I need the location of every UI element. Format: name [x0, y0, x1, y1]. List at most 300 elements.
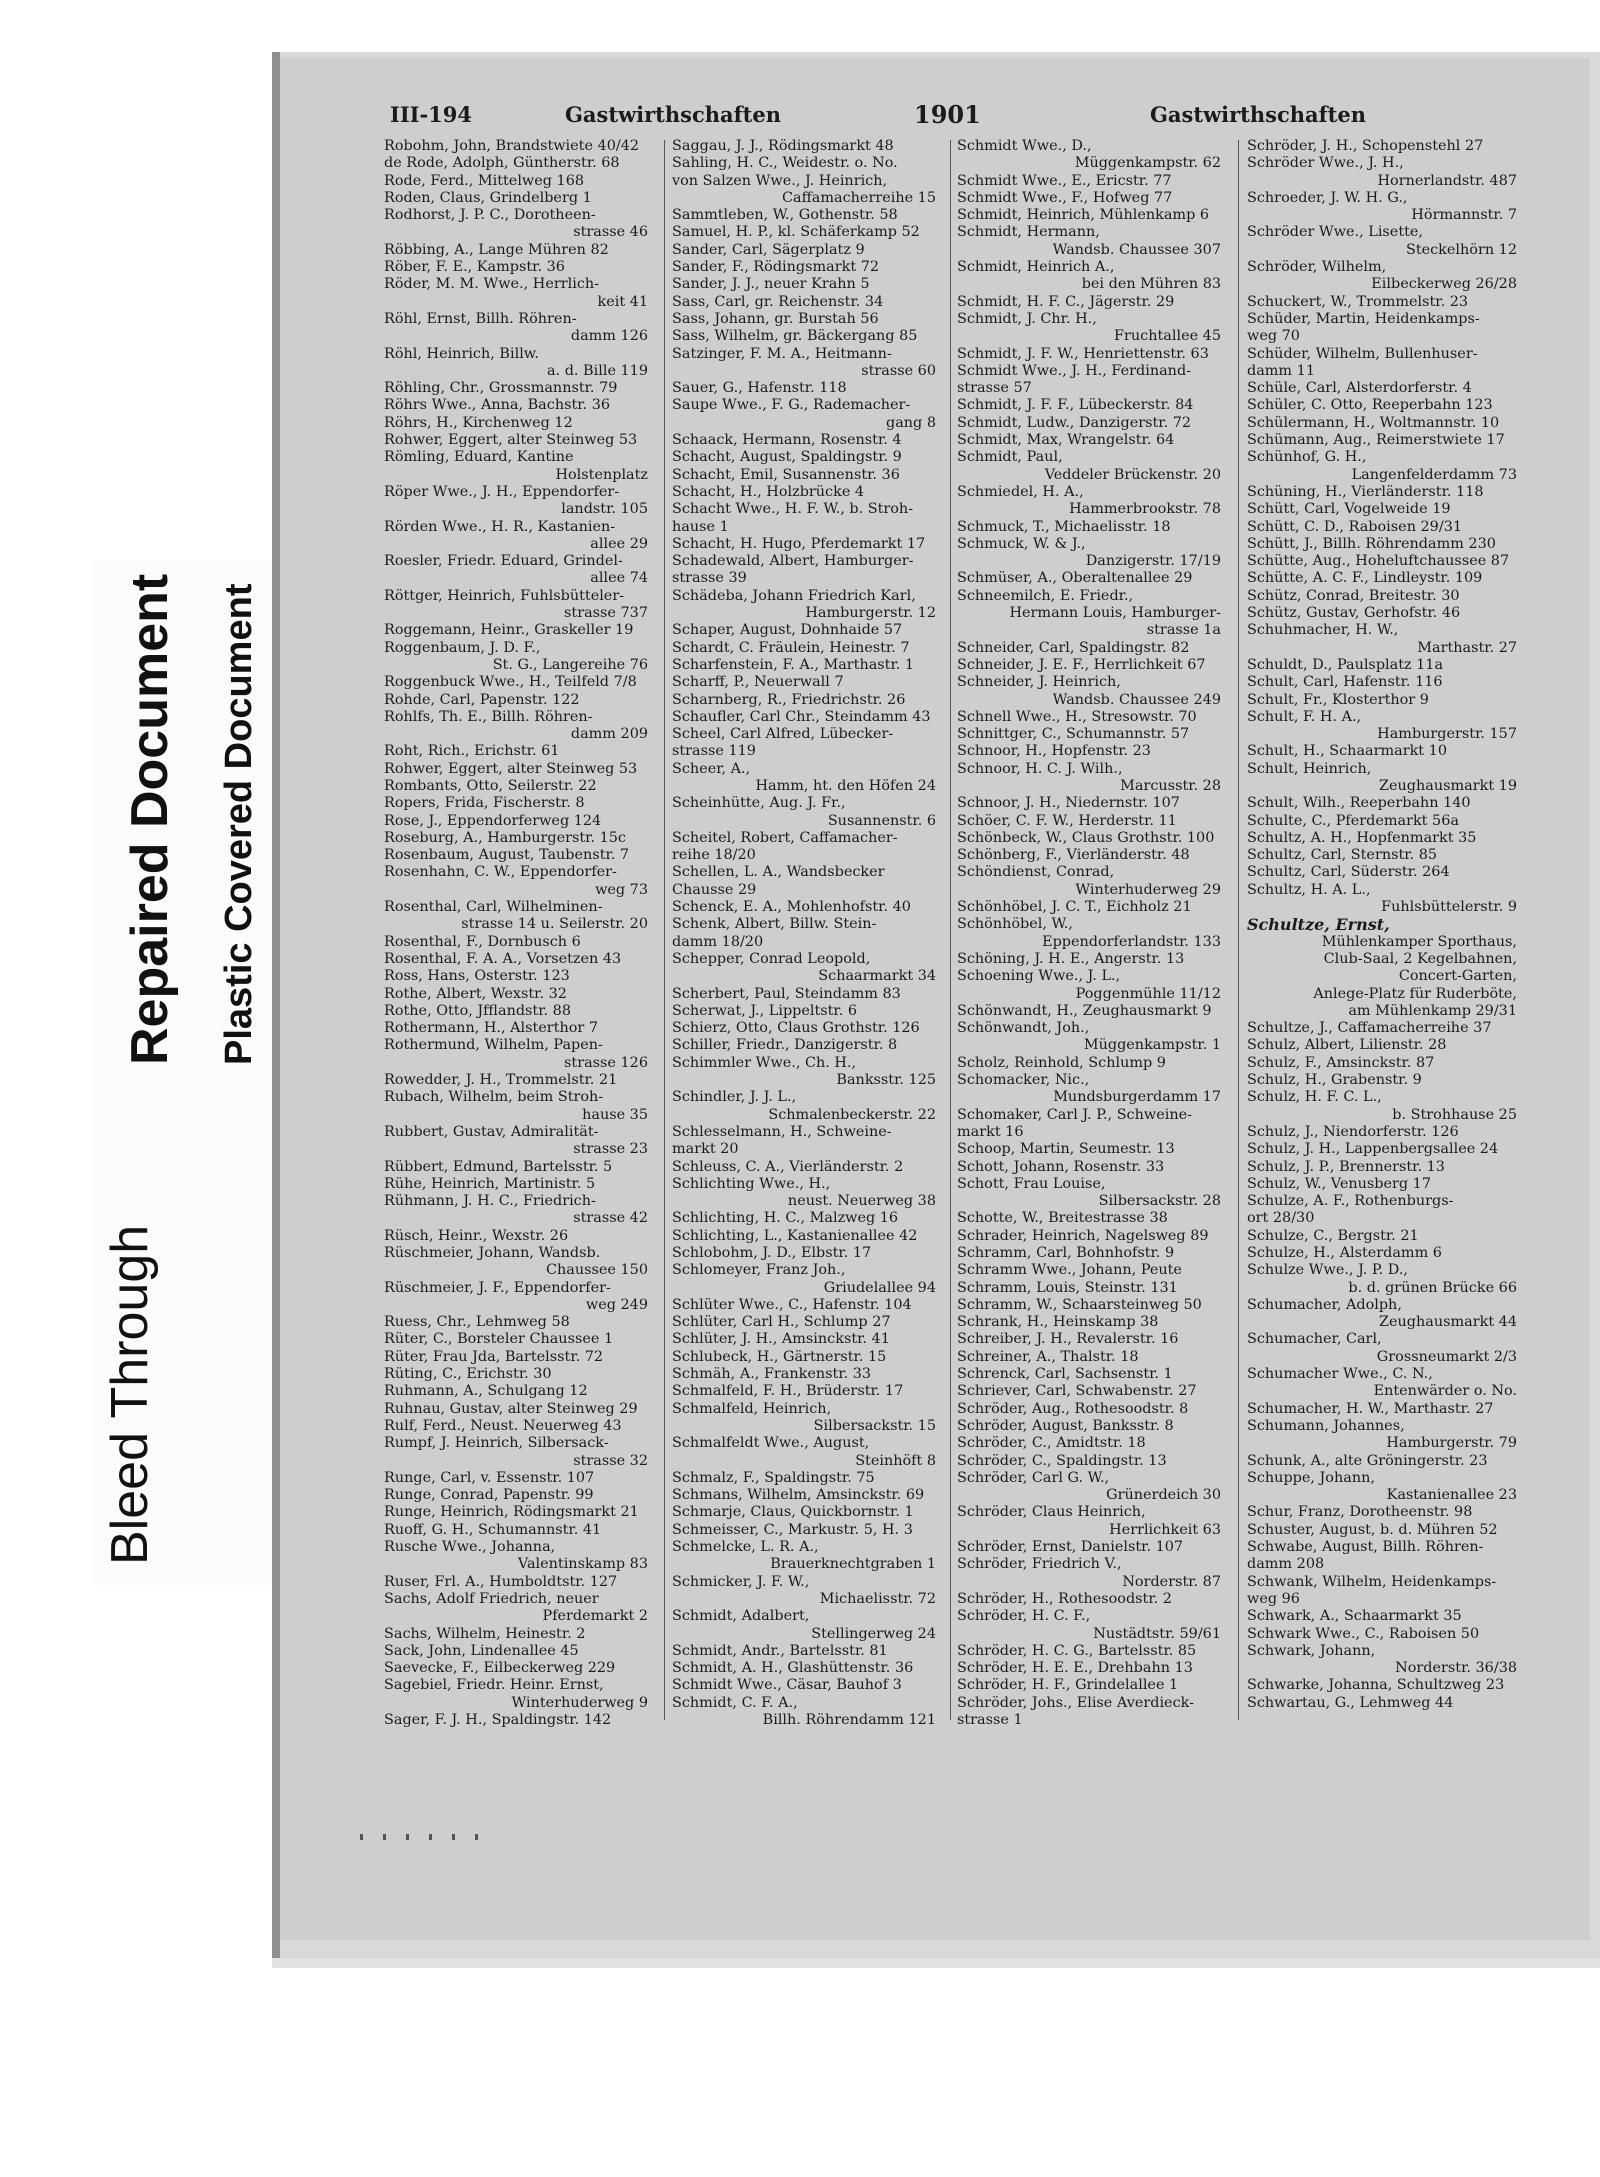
directory-entry-line: Schadewald, Albert, Hamburger-	[672, 553, 914, 570]
directory-entry-line: Schüler, C. Otto, Reeperbahn 123	[1247, 397, 1493, 414]
directory-entry-line: Schuhmacher, H. W.,	[1247, 622, 1399, 639]
directory-entry-line: Sager, F. J. H., Spaldingstr. 142	[384, 1712, 612, 1729]
directory-entry-line: Zeughausmarkt 44	[1379, 1314, 1517, 1331]
directory-entry-line: Schreiber, J. H., Revalerstr. 16	[957, 1331, 1179, 1348]
directory-entry-line: Schneemilch, E. Friedr.,	[957, 587, 1134, 604]
directory-entry-line: Schumacher, Carl,	[1247, 1331, 1382, 1348]
directory-entry-line: Marcusstr. 28	[1120, 777, 1221, 794]
directory-entry-line: Schmalfeldt Wwe., August,	[672, 1435, 870, 1452]
directory-entry-line: Schönhöbel, J. C. T., Eichholz 21	[957, 899, 1192, 916]
directory-entry-line: Schulze, C., Bergstr. 21	[1247, 1227, 1419, 1244]
directory-entry-line: Schomaker, Carl J. P., Schweine-	[957, 1106, 1192, 1123]
directory-entry-line: Schimmler Wwe., Ch. H.,	[672, 1054, 857, 1071]
directory-entry-line: Sauer, G., Hafenstr. 118	[672, 380, 847, 397]
directory-entry-line: Grossneumarkt 2/3	[1376, 1348, 1517, 1365]
column-divider	[664, 140, 665, 1720]
directory-entry-line: Schultz, H. A. L.,	[1247, 881, 1371, 898]
directory-entry-line: Schüder, Wilhelm, Bullenhuser-	[1247, 345, 1478, 362]
label-plastic-covered: Plastic Covered Document	[218, 583, 260, 1065]
directory-entry-line: Schultze, J., Caffamacherreihe 37	[1247, 1020, 1492, 1037]
directory-entry-line: weg 96	[1247, 1590, 1300, 1607]
directory-column-4	[1247, 138, 1517, 1712]
directory-entry-line: Schnittger, C., Schumannstr. 57	[957, 726, 1190, 743]
directory-entry-line: strasse 119	[672, 743, 756, 760]
directory-entry-line: Schuster, August, b. d. Mühren 52	[1247, 1521, 1498, 1538]
directory-entry-line: Schütz, Conrad, Breitestr. 30	[1247, 587, 1460, 604]
directory-entry-line: Schomacker, Nic.,	[957, 1072, 1090, 1089]
directory-entry-line: weg 73	[595, 881, 648, 898]
directory-entry-line: Schotte, W., Breitestrasse 38	[957, 1210, 1168, 1227]
directory-entry-line: Pferdemarkt 2	[542, 1608, 648, 1625]
directory-entry-line: Hamm, ht. den Höfen 24	[755, 777, 936, 794]
directory-entry-line: Schütte, A. C. F., Lindleystr. 109	[1247, 570, 1483, 587]
directory-entry-line: Marthastr. 27	[1417, 639, 1517, 656]
directory-entry-line: Fuhlsbüttelerstr. 9	[1381, 899, 1517, 916]
directory-entry-line: Fruchtallee 45	[1114, 328, 1221, 345]
page-bottom-shadow	[272, 1958, 1600, 1968]
directory-entry-line: Rosenthal, Carl, Wilhelminen-	[384, 899, 603, 916]
directory-entry-line: damm 208	[1247, 1556, 1325, 1573]
directory-entry-line: weg 249	[585, 1296, 648, 1313]
directory-entry-line: Schult, Wilh., Reeperbahn 140	[1247, 795, 1471, 812]
directory-entry-line: Schröder, Johs., Elise Averdieck-	[957, 1694, 1194, 1711]
directory-entry-line: strasse 23	[573, 1141, 648, 1158]
directory-entry-line: damm 18/20	[672, 933, 764, 950]
directory-entry-line: Roesler, Friedr. Eduard, Grindel-	[384, 553, 623, 570]
directory-entry-line: Schoop, Martin, Seumestr. 13	[957, 1141, 1175, 1158]
directory-entry-line: Sander, J. J., neuer Krahn 5	[672, 276, 870, 293]
directory-entry-line: Danzigerstr. 17/19	[1085, 553, 1221, 570]
directory-entry-line: Schwark Wwe., C., Raboisen 50	[1247, 1625, 1480, 1642]
directory-entry-line: Hermann Louis, Hamburger-	[1009, 605, 1221, 622]
directory-entry-line: Rothermann, H., Alsterthor 7	[384, 1020, 599, 1037]
directory-entry-line: Schöer, C. F. W., Herderstr. 11	[957, 812, 1177, 829]
directory-entry-line: Schaarmarkt 34	[818, 968, 936, 985]
directory-entry-line: Roht, Rich., Erichstr. 61	[384, 743, 560, 760]
running-title-right: Gastwirthschaften	[1150, 102, 1366, 127]
directory-entry-line: Schramm, W., Schaarsteinweg 50	[957, 1296, 1202, 1313]
directory-entry-line: Rüschmeier, Johann, Wandsb.	[384, 1245, 601, 1261]
directory-entry-line: strasse 737	[564, 605, 648, 622]
directory-entry-line: Sahling, H. C., Weidestr. o. No.	[672, 155, 898, 172]
directory-entry-line: Caffamacherreihe 15	[781, 189, 936, 206]
directory-entry-line: Hamburgerstr. 12	[805, 605, 936, 622]
directory-entry-line: Schult, F. H. A.,	[1247, 708, 1362, 725]
directory-entry-line: Scheel, Carl Alfred, Lübecker-	[672, 726, 894, 743]
directory-entry-line: Wandsb. Chaussee 307	[1052, 241, 1221, 258]
directory-entry-line: Sass, Wilhelm, gr. Bäckergang 85	[672, 328, 918, 345]
directory-entry-line: Schmidt, Adalbert,	[672, 1608, 810, 1625]
directory-entry-line: b. Strohhause 25	[1392, 1106, 1517, 1123]
directory-entry-line: Kastanienallee 23	[1386, 1487, 1517, 1504]
directory-entry-line: Schmidt, H. F. C., Jägerstr. 29	[957, 293, 1175, 310]
directory-entry-line: Runge, Carl, v. Essenstr. 107	[384, 1469, 595, 1486]
directory-entry-line: damm 126	[570, 328, 648, 345]
directory-entry-line: Rohwer, Eggert, alter Steinweg 53	[384, 432, 638, 449]
directory-entry-line: Rühmann, J. H. C., Friedrich-	[384, 1193, 596, 1210]
directory-entry-line: Roggenbaum, J. D. F.,	[384, 639, 541, 656]
directory-entry-line: Rüschmeier, J. F., Eppendorfer-	[384, 1279, 611, 1296]
directory-entry-line: Ruser, Frl. A., Humboldtstr. 127	[384, 1573, 618, 1590]
directory-entry-line: Schütt, Carl, Vogelweide 19	[1247, 501, 1451, 518]
directory-entry-line: damm 11	[1247, 362, 1315, 379]
directory-entry-line: Schüder, Martin, Heidenkamps-	[1247, 310, 1480, 327]
directory-entry-line: Schönwandt, Joh.,	[957, 1020, 1090, 1037]
directory-entry-line: Wandsb. Chaussee 249	[1052, 691, 1221, 708]
directory-entry-line: hause 35	[582, 1106, 648, 1123]
directory-entry-line: Schott, Frau Louise,	[957, 1175, 1106, 1192]
directory-entry-line: Schacht Wwe., H. F. W., b. Stroh-	[672, 501, 914, 518]
directory-entry-line: Schmüser, A., Oberaltenallee 29	[957, 570, 1193, 587]
directory-entry-line: Ruess, Chr., Lehmweg 58	[384, 1314, 570, 1331]
label-bleed-through: Bleed Through	[101, 1224, 159, 1565]
directory-entry-line: Schiller, Friedr., Danzigerstr. 8	[672, 1037, 898, 1054]
directory-entry-line: Rüter, Frau Jda, Bartelsstr. 72	[384, 1348, 604, 1365]
page-edge	[272, 52, 280, 1962]
directory-entry-line: Schröder Wwe., J. H.,	[1247, 155, 1404, 172]
directory-entry-line: Schult, H., Schaarmarkt 10	[1247, 743, 1447, 760]
directory-entry-line: Poggenmühle 11/12	[1075, 985, 1221, 1002]
directory-entry-line: Schlichting, H. C., Malzweg 16	[672, 1210, 899, 1227]
directory-entry-line: Schulz, H., Grabenstr. 9	[1247, 1072, 1422, 1089]
directory-entry-line: Schröder, Friedrich V.,	[957, 1556, 1122, 1573]
directory-entry-line: Schmalenbeckerstr. 22	[768, 1106, 936, 1123]
directory-entry-line: Steckelhörn 12	[1405, 241, 1517, 258]
directory-entry-line: ort 28/30	[1247, 1210, 1315, 1227]
directory-entry-line: Schröder, J. H., Schopenstehl 27	[1247, 138, 1484, 154]
directory-entry-line: Schrenck, Carl, Sachsenstr. 1	[957, 1366, 1173, 1383]
directory-entry-line: Schmidt, Heinrich, Mühlenkamp 6	[957, 207, 1210, 224]
directory-entry-line: markt 20	[672, 1141, 739, 1158]
directory-entry-line: Schmidt, Paul,	[957, 449, 1063, 466]
directory-entry-line: Sack, John, Lindenallee 45	[384, 1642, 579, 1659]
directory-entry-line: Ropers, Frida, Fischerstr. 8	[384, 795, 585, 812]
directory-entry-line: Schönwandt, H., Zeughausmarkt 9	[957, 1002, 1212, 1019]
directory-entry-line: Schmidt, Max, Wrangelstr. 64	[957, 432, 1175, 449]
directory-entry-line: Norderstr. 36/38	[1395, 1660, 1517, 1677]
directory-entry-line: Schütte, Aug., Hoheluftchaussee 87	[1247, 553, 1510, 570]
directory-entry-line: Schur, Franz, Dorotheenstr. 98	[1247, 1504, 1473, 1521]
directory-entry-line: Schulze, A. F., Rothenburgs-	[1247, 1193, 1454, 1210]
directory-entry-line: Röttger, Heinrich, Fuhlsbütteler-	[384, 587, 625, 604]
directory-entry-line: Rusche Wwe., Johanna,	[384, 1539, 556, 1556]
directory-entry-line: Schröder, H. C. G., Bartelsstr. 85	[957, 1642, 1197, 1659]
directory-entry-line: strasse 39	[672, 570, 747, 587]
directory-entry-line: Ruhnau, Gustav, alter Steinweg 29	[384, 1400, 638, 1417]
directory-entry-line: Chausse 29	[672, 881, 757, 898]
directory-entry-line: Rosenthal, F. A. A., Vorsetzen 43	[384, 950, 622, 967]
directory-entry-line: Rohwer, Eggert, alter Steinweg 53	[384, 760, 638, 777]
directory-entry-line: Schumann, Johannes,	[1247, 1417, 1405, 1434]
directory-entry-line: Schröder, Aug., Rothesoodstr. 8	[957, 1400, 1189, 1417]
directory-entry-line: Schümann, Aug., Reimerstwiete 17	[1247, 432, 1505, 449]
directory-entry-line: Schlüter, J. H., Amsinckstr. 41	[672, 1331, 890, 1348]
directory-entry-line: Ruoff, G. H., Schumannstr. 41	[384, 1521, 602, 1538]
directory-entry-line: strasse 42	[573, 1210, 648, 1227]
directory-entry-line: Schröder, H. E. E., Drehbahn 13	[957, 1660, 1193, 1677]
directory-entry-line: Schultze, Ernst,	[1247, 916, 1390, 934]
directory-entry-line: strasse 1a	[1146, 622, 1221, 639]
directory-entry-line: Sass, Carl, gr. Reichenstr. 34	[672, 293, 884, 310]
directory-entry-line: Schüning, H., Vierländerstr. 118	[1247, 483, 1484, 500]
directory-entry-line: Schmidt Wwe., E., Ericstr. 77	[957, 172, 1172, 189]
directory-entry-line: Schunk, A., alte Gröningerstr. 23	[1247, 1452, 1488, 1469]
directory-entry-line: Schwartau, G., Lehmweg 44	[1247, 1694, 1454, 1711]
directory-entry-line: Schmidt, Ludw., Danzigerstr. 72	[957, 414, 1192, 431]
directory-column-3	[957, 138, 1221, 1729]
directory-entry-line: markt 16	[957, 1123, 1024, 1140]
directory-entry-line: Schreiner, A., Thalstr. 18	[957, 1348, 1139, 1365]
directory-entry-line: Schultz, A. H., Hopfenmarkt 35	[1247, 829, 1477, 846]
directory-entry-line: allee 74	[590, 570, 648, 587]
directory-entry-line: Rodhorst, J. P. C., Dorotheen-	[384, 207, 596, 224]
directory-entry-line: Rosenthal, F., Dornbusch 6	[384, 933, 581, 950]
directory-entry-line: Schaper, August, Dohnhaide 57	[672, 622, 903, 639]
directory-entry-line: Rohlfs, Th. E., Billh. Röhren-	[384, 708, 593, 725]
directory-entry-line: Schünhof, G. H.,	[1247, 449, 1367, 466]
directory-entry-line: Michaelisstr. 72	[819, 1590, 936, 1607]
directory-entry-line: Ruhmann, A., Schulgang 12	[384, 1383, 588, 1400]
directory-entry-line: Schmidt Wwe., J. H., Ferdinand-	[957, 362, 1192, 379]
directory-entry-line: Schultz, Carl, Sternstr. 85	[1247, 847, 1438, 864]
directory-entry-line: Schädeba, Johann Friedrich Karl,	[672, 587, 916, 604]
directory-entry-line: Schult, Fr., Klosterthor 9	[1247, 691, 1429, 708]
directory-entry-line: Schmalfeld, Heinrich,	[672, 1400, 832, 1417]
directory-entry-line: Schulz, J., Niendorferstr. 126	[1247, 1123, 1459, 1140]
directory-entry-line: Schmicker, J. F. W.,	[672, 1573, 810, 1590]
directory-entry-line: Schmidt, A. H., Glashüttenstr. 36	[672, 1660, 914, 1677]
directory-entry-line: strasse 1	[957, 1712, 1023, 1729]
directory-entry-line: Schlichting Wwe., H.,	[672, 1175, 831, 1192]
directory-entry-line: Schmäh, A., Frankenstr. 33	[672, 1366, 872, 1383]
directory-entry-line: Roseburg, A., Hamburgerstr. 15c	[384, 829, 626, 846]
directory-entry-line: Roden, Claus, Grindelberg 1	[384, 189, 592, 206]
directory-entry-line: Röper Wwe., J. H., Eppendorfer-	[384, 483, 620, 500]
directory-entry-line: Silbersackstr. 28	[1098, 1193, 1221, 1210]
label-repaired-document: Repaired Document	[121, 573, 179, 1065]
directory-entry-line: Schumacher, Adolph,	[1247, 1296, 1402, 1313]
directory-entry-line: Nustädtstr. 59/61	[1093, 1625, 1221, 1642]
directory-entry-line: Schlüter, Carl H., Schlump 27	[672, 1314, 891, 1331]
directory-entry-line: hause 1	[672, 518, 729, 535]
directory-entry-line: Schröder Wwe., Lisette,	[1247, 224, 1423, 241]
directory-entry-line: Grünerdeich 30	[1106, 1487, 1221, 1504]
directory-entry-line: Saupe Wwe., F. G., Rademacher-	[672, 397, 911, 414]
directory-entry-line: strasse 46	[573, 224, 648, 241]
directory-entry-line: Schönhöbel, W.,	[957, 916, 1073, 933]
directory-entry-line: Röhl, Ernst, Billh. Röhren-	[384, 310, 577, 327]
directory-entry-line: Schmuck, W. & J.,	[957, 535, 1086, 552]
directory-entry-line: Rüting, C., Erichstr. 30	[384, 1366, 552, 1383]
directory-entry-line: Schulze Wwe., J. P. D.,	[1247, 1262, 1408, 1279]
directory-entry-line: damm 209	[570, 726, 648, 743]
directory-entry-line: Runge, Heinrich, Rödingsmarkt 21	[384, 1504, 639, 1521]
directory-entry-line: Schmidt, Andr., Bartelsstr. 81	[672, 1642, 888, 1659]
directory-entry-line: Concert-Garten,	[1398, 968, 1517, 985]
directory-entry-line: Röhrs Wwe., Anna, Bachstr. 36	[384, 397, 611, 414]
directory-entry-line: Griudelallee 94	[823, 1279, 936, 1296]
directory-entry-line: Rubbert, Gustav, Admiralität-	[384, 1123, 599, 1140]
directory-entry-line: Schlomeyer, Franz Joh.,	[672, 1262, 846, 1279]
directory-entry-line: Schmiedel, H. A.,	[957, 483, 1084, 500]
directory-entry-line: Scholz, Reinhold, Schlump 9	[957, 1054, 1166, 1071]
directory-entry-line: Schnoor, H., Hopfenstr. 23	[957, 743, 1151, 760]
directory-entry-line: Schütz, Gustav, Gerhofstr. 46	[1247, 605, 1461, 622]
directory-entry-line: Schlubeck, H., Gärtnerstr. 15	[672, 1348, 887, 1365]
directory-entry-line: Schröder, C., Amidtstr. 18	[957, 1435, 1146, 1452]
directory-entry-line: Schroeder, J. W. H. G.,	[1247, 189, 1408, 206]
directory-entry-line: Silbersackstr. 15	[813, 1417, 936, 1434]
directory-entry-line: Runge, Conrad, Papenstr. 99	[384, 1487, 594, 1504]
directory-entry-line: Schulze, H., Alsterdamm 6	[1247, 1245, 1442, 1261]
directory-entry-line: Norderstr. 87	[1122, 1573, 1221, 1590]
directory-entry-line: allee 29	[590, 535, 648, 552]
directory-entry-line: Schmeisser, C., Markustr. 5, H. 3	[672, 1521, 913, 1538]
directory-entry-line: Schindler, J. J. L.,	[672, 1089, 797, 1106]
directory-entry-line: Schüle, Carl, Alsterdorferstr. 4	[1247, 380, 1472, 397]
directory-entry-line: strasse 57	[957, 380, 1032, 397]
directory-entry-line: Schütt, C. D., Raboisen 29/31	[1247, 518, 1463, 535]
directory-entry-line: Rowedder, J. H., Trommelstr. 21	[384, 1072, 618, 1089]
directory-entry-line: Scheinhütte, Aug. J. Fr.,	[672, 795, 846, 812]
directory-entry-line: Roggemann, Heinr., Graskeller 19	[384, 622, 634, 639]
directory-entry-line: Hörmannstr. 7	[1411, 207, 1517, 224]
directory-entry-line: Röhling, Chr., Grossmannstr. 79	[384, 380, 618, 397]
directory-entry-line: Röbbing, A., Lange Mühren 82	[384, 241, 609, 258]
directory-entry-line: Eppendorferlandstr. 133	[1042, 933, 1221, 950]
directory-entry-line: Scheitel, Robert, Caffamacher-	[672, 829, 898, 846]
directory-entry-line: Chaussee 150	[546, 1262, 648, 1279]
directory-entry-line: Schmidt, J. F. F., Lübeckerstr. 84	[957, 397, 1194, 414]
directory-entry-line: Müggenkampstr. 62	[1074, 155, 1221, 172]
directory-entry-line: Schmans, Wilhelm, Amsinckstr. 69	[672, 1487, 925, 1504]
directory-entry-line: Schwabe, August, Billh. Röhren-	[1247, 1539, 1484, 1556]
directory-entry-line: Rübbert, Edmund, Bartelsstr. 5	[384, 1158, 613, 1175]
directory-entry-line: Schaufler, Carl Chr., Steindamm 43	[672, 708, 931, 725]
column-divider	[1238, 140, 1239, 1720]
directory-entry-line: Herrlichkeit 63	[1109, 1521, 1221, 1538]
directory-entry-line: Schepper, Conrad Leopold,	[672, 950, 871, 967]
directory-entry-line: Rohde, Carl, Papenstr. 122	[384, 691, 580, 708]
directory-entry-line: Schönberg, F., Vierländerstr. 48	[957, 847, 1190, 864]
directory-entry-line: keit 41	[597, 293, 648, 310]
directory-entry-line: am Mühlenkamp 29/31	[1348, 1002, 1517, 1019]
directory-column-1	[384, 138, 648, 1729]
directory-entry-line: Schmarje, Claus, Quickbornstr. 1	[672, 1504, 914, 1521]
directory-entry-line: Holstenplatz	[555, 466, 648, 483]
directory-entry-line: Schröder, Ernst, Danielstr. 107	[957, 1539, 1184, 1556]
directory-entry-line: Saevecke, F., Eilbeckerweg 229	[384, 1660, 616, 1677]
directory-entry-line: Schnoor, J. H., Niedernstr. 107	[957, 795, 1180, 812]
directory-entry-line: Römling, Eduard, Kantine	[384, 449, 574, 466]
directory-entry-line: Rubach, Wilhelm, beim Stroh-	[384, 1089, 604, 1106]
directory-entry-line: Schneider, J. Heinrich,	[957, 674, 1121, 691]
directory-entry-line: Schöning, J. H. E., Angerstr. 13	[957, 950, 1185, 967]
directory-entry-line: b. d. grünen Brücke 66	[1348, 1279, 1517, 1296]
directory-entry-line: Schütt, J., Billh. Röhrendamm 230	[1247, 535, 1496, 552]
directory-entry-line: Hamburgerstr. 157	[1377, 726, 1517, 743]
directory-entry-line: Schenk, Albert, Billw. Stein-	[672, 916, 877, 933]
directory-entry-line: strasse 126	[564, 1054, 648, 1071]
directory-entry-line: Sachs, Adolf Friedrich, neuer	[384, 1590, 599, 1607]
directory-entry-line: Schmidt, J. Chr. H.,	[957, 310, 1097, 327]
directory-entry-line: Schacht, H. Hugo, Pferdemarkt 17	[672, 535, 926, 552]
directory-entry-line: St. G., Langereihe 76	[492, 656, 648, 673]
directory-entry-line: Mundsburgerdamm 17	[1053, 1089, 1221, 1106]
directory-entry-line: gang 8	[885, 414, 936, 431]
directory-entry-line: Schuppe, Johann,	[1247, 1469, 1375, 1486]
directory-entry-line: Schenck, E. A., Mohlenhofstr. 40	[672, 899, 911, 916]
directory-entry-line: Schacht, Emil, Susannenstr. 36	[672, 466, 900, 483]
directory-entry-line: weg 70	[1247, 328, 1300, 345]
directory-entry-line: Schramm Wwe., Johann, Peute	[957, 1262, 1182, 1279]
directory-entry-line: Schultz, Carl, Süderstr. 264	[1247, 864, 1450, 881]
directory-entry-line: Schröder, Wilhelm,	[1247, 259, 1387, 276]
directory-entry-line: Schulz, Albert, Lilienstr. 28	[1247, 1037, 1447, 1054]
directory-entry-line: Schröder, August, Banksstr. 8	[957, 1417, 1174, 1434]
directory-entry-line: Schacht, H., Holzbrücke 4	[672, 483, 865, 500]
directory-entry-line: Winterhuderweg 29	[1075, 881, 1221, 898]
directory-entry-line: Schult, Carl, Hafenstr. 116	[1247, 674, 1443, 691]
directory-entry-line: Rühe, Heinrich, Martinistr. 5	[384, 1175, 596, 1192]
directory-entry-line: Schönbeck, W., Claus Grothstr. 100	[957, 829, 1215, 846]
directory-entry-line: Schacht, August, Spaldingstr. 9	[672, 449, 902, 466]
directory-entry-line: Schwark, A., Schaarmarkt 35	[1247, 1608, 1462, 1625]
directory-entry-line: strasse 60	[861, 362, 936, 379]
column-divider	[950, 140, 951, 1720]
directory-entry-line: Schmidt, Hermann,	[957, 224, 1100, 241]
bottom-tick-marks	[360, 1825, 960, 1835]
directory-entry-line: Valentinskamp 83	[517, 1556, 648, 1573]
directory-entry-line: Schmidt Wwe., F., Hofweg 77	[957, 189, 1173, 206]
directory-entry-line: Winterhuderweg 9	[511, 1694, 648, 1711]
directory-entry-line: neust. Neuerweg 38	[787, 1193, 936, 1210]
directory-entry-line: Veddeler Brückenstr. 20	[1044, 466, 1221, 483]
directory-entry-line: Schulz, J. P., Brennerstr. 13	[1247, 1158, 1445, 1175]
directory-entry-line: Rombants, Otto, Seilerstr. 22	[384, 777, 597, 794]
directory-entry-line: Rumpf, J. Heinrich, Silbersack-	[384, 1435, 609, 1452]
directory-entry-line: Ross, Hans, Osterstr. 123	[384, 968, 570, 985]
directory-entry-line: Schneider, J. E. F., Herrlichkeit 67	[957, 656, 1206, 673]
directory-entry-line: Rosenhahn, C. W., Eppendorfer-	[384, 864, 617, 881]
directory-entry-line: Schrader, Heinrich, Nagelsweg 89	[957, 1227, 1209, 1244]
directory-entry-line: Rose, J., Eppendorferweg 124	[384, 812, 602, 829]
directory-entry-line: Rosenbaum, August, Taubenstr. 7	[384, 847, 630, 864]
directory-entry-line: Schmalfeld, F. H., Brüderstr. 17	[672, 1383, 904, 1400]
directory-entry-line: strasse 14 u. Seilerstr. 20	[461, 916, 648, 933]
directory-entry-line: Rothe, Albert, Wexstr. 32	[384, 985, 567, 1002]
directory-entry-line: Schmidt, J. F. W., Henriettenstr. 63	[957, 345, 1209, 362]
directory-entry-line: Schmelcke, L. R. A.,	[672, 1539, 819, 1556]
directory-entry-line: Schramm, Carl, Bohnhofstr. 9	[957, 1245, 1175, 1261]
directory-entry-line: Brauerknechtgraben 1	[770, 1556, 936, 1573]
directory-entry-line: Satzinger, F. M. A., Heitmann-	[672, 345, 892, 362]
directory-entry-line: Schulz, H. F. C. L.,	[1247, 1089, 1382, 1106]
directory-entry-line: Billh. Röhrendamm 121	[762, 1712, 936, 1729]
page-number: III-194	[390, 102, 473, 127]
directory-entry-line: Schnell Wwe., H., Stresowstr. 70	[957, 708, 1197, 725]
directory-entry-line: Schwank, Wilhelm, Heidenkamps-	[1247, 1573, 1497, 1590]
directory-entry-line: Schmidt Wwe., Cäsar, Bauhof 3	[672, 1677, 902, 1694]
directory-entry-line: Rulf, Ferd., Neust. Neuerweg 43	[384, 1417, 622, 1434]
directory-entry-line: Sander, F., Rödingsmarkt 72	[672, 259, 880, 276]
directory-entry-line: von Salzen Wwe., J. Heinrich,	[672, 172, 888, 189]
directory-entry-line: Schulte, C., Pferdemarkt 56a	[1247, 812, 1459, 829]
directory-entry-line: Schierz, Otto, Claus Grothstr. 126	[672, 1020, 920, 1037]
directory-entry-line: Scharff, P., Neuerwall 7	[672, 674, 844, 691]
directory-entry-line: Schott, Johann, Rosenstr. 33	[957, 1158, 1165, 1175]
directory-entry-line: Röber, F. E., Kampstr. 36	[384, 259, 565, 276]
